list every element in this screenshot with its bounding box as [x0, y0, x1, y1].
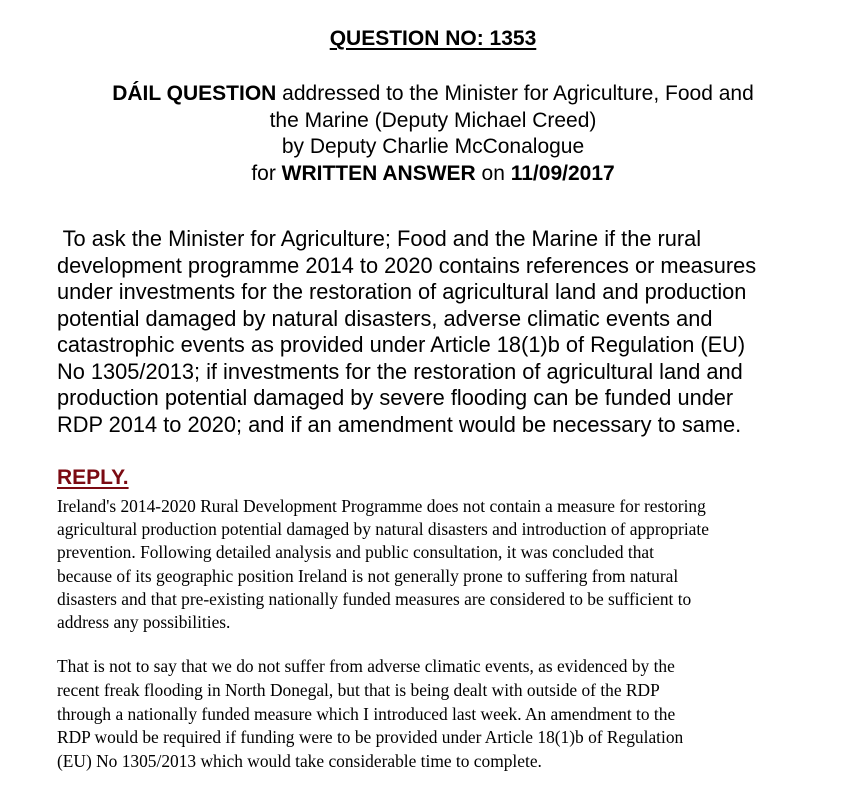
addressed-text: addressed to the Minister for Agriculture, Food and — [276, 82, 754, 105]
dail-question-label: DÁIL QUESTION — [112, 82, 277, 105]
reply-line: address any possibilities. — [57, 612, 231, 633]
question-number-heading: QUESTION NO: 1353 — [329, 27, 537, 50]
question-line: To ask the Minister for Agriculture; Food and the Marine if the rural — [57, 226, 702, 251]
answer-type-line — [0, 161, 848, 188]
question-line: production potential damaged by severe flooding can be funded under — [57, 385, 734, 410]
question-line: No 1305/2013; if investments for the restoration of agricultural land and — [57, 358, 743, 384]
reply-line: RDP would be required if funding were to be provided under Article 18(1)b of Regulation — [57, 727, 684, 748]
reply-line: prevention. Following detailed analysis and public consultation, it was concluded that — [57, 542, 654, 563]
question-line: potential damaged by natural disasters, adverse climatic events and — [57, 305, 713, 331]
on-text: on — [475, 161, 511, 185]
reply-line: because of its geographic position Ireland is not generally prone to suffering from natural — [57, 565, 679, 586]
minister-line: the Marine (Deputy Michael Creed) — [269, 108, 597, 132]
reply-paragraph-1 — [57, 495, 817, 634]
reply-line: disasters and that pre-existing nationally funded measures are considered to be sufficient to — [57, 588, 692, 609]
reply-line: That is not to say that we do not suffer from adverse climatic events, as evidenced by the — [57, 656, 675, 676]
written-answer-label: WRITTEN ANSWER — [281, 161, 476, 185]
reply-line: agricultural production potential damaged by natural disasters and introduction of appropriate — [57, 519, 709, 540]
reply-paragraph-2 — [57, 655, 817, 774]
by-line: by Deputy Charlie McConalogue — [281, 135, 585, 158]
reply-heading: REPLY. — [57, 466, 129, 489]
question-line: RDP 2014 to 2020; and if an amendment would be necessary to same. — [57, 411, 742, 437]
reply-line: Ireland's 2014-2020 Rural Development Programme does not contain a measure for restoring — [57, 496, 706, 516]
for-text: for — [251, 161, 282, 185]
header-line-1 — [0, 81, 848, 108]
question-line: catastrophic events as provided under Article 18(1)b of Regulation (EU) — [57, 332, 746, 357]
reply-line: recent freak flooding in North Donegal, but that is being dealt with outside of the RDP — [57, 679, 660, 700]
reply-line: (EU) No 1305/2013 which would take considerable time to complete. — [57, 751, 542, 772]
question-line: development programme 2014 to 2020 contains references or measures — [57, 252, 757, 278]
reply-line: through a nationally funded measure which I introduced last week. An amendment to the — [57, 703, 676, 724]
question-header — [0, 81, 848, 187]
question-text — [57, 226, 832, 438]
question-line: under investments for the restoration of agricultural land and production — [57, 279, 747, 304]
question-date: 11/09/2017 — [510, 161, 615, 185]
